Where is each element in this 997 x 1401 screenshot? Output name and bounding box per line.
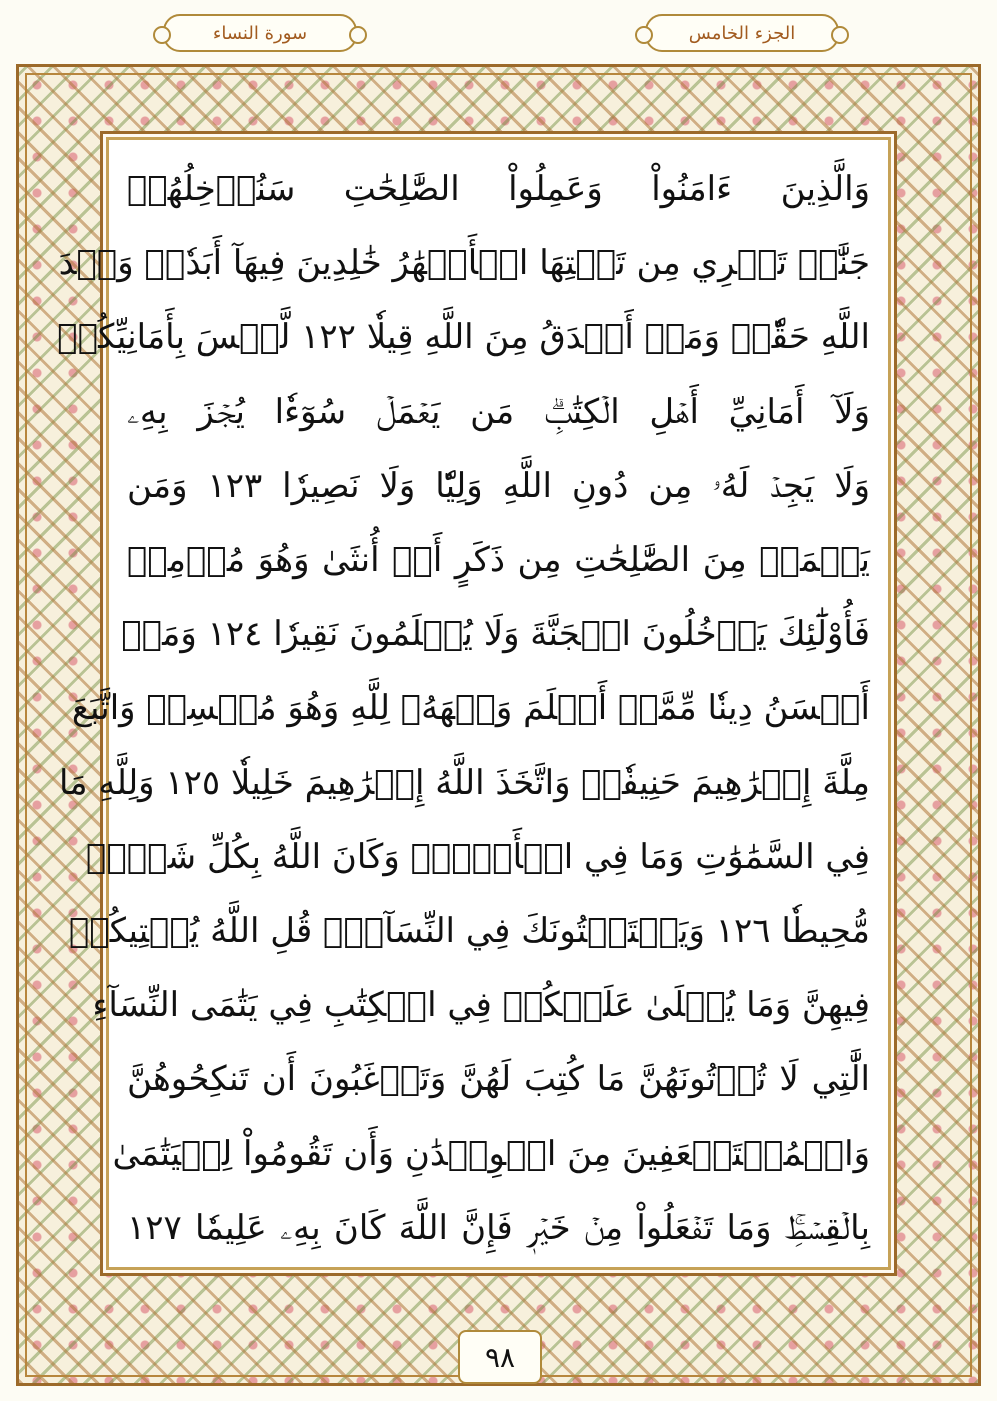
verse-line: فَأُوْلَٰٓئِكَ يَدۡخُلُونَ الۡجَنَّةَ وَلَا يُظۡلَمُونَ نَقِيرٗا ١٢٤ وَمَنۡ bbox=[121, 614, 870, 655]
verse-line: فِي السَّمَٰوَٰتِ وَمَا فِي الۡأَرۡضِۚ وَكَانَ اللَّهُ بِكُلِّ شَيۡءٖ bbox=[86, 836, 870, 877]
juz-name-header: الجزء الخامس bbox=[645, 14, 839, 52]
verse-line: بِالۡقِسۡطِۚ وَمَا تَفۡعَلُواْ مِنۡ خَيۡرٖ فَإِنَّ اللَّهَ كَانَ بِهِۦ عَلِيمٗا ١٢٧ bbox=[127, 1207, 870, 1248]
verse-line: يَعۡمَلۡ مِنَ الصَّٰلِحَٰتِ مِن ذَكَرٍ أَوۡ أُنثَىٰ وَهُوَ مُؤۡمِنٞ bbox=[127, 540, 870, 581]
surah-name-header: سورة النساء bbox=[163, 14, 357, 52]
verse-line: جَنَّٰتٖ تَجۡرِي مِن تَحۡتِهَا الۡأَنۡهَٰرُ خَٰلِدِينَ فِيهَآ أَبَدٗاۖ وَعۡدَ bbox=[58, 243, 870, 284]
verse-line: أَحۡسَنُ دِينٗا مِّمَّنۡ أَسۡلَمَ وَجۡهَهُۥ لِلَّهِ وَهُوَ مُحۡسِنٞ وَاتَّبَعَ bbox=[71, 688, 870, 729]
verse-line: وَالَّذِينَ ءَامَنُواْ وَعَمِلُواْ الصَّٰلِحَٰتِ سَنُدۡخِلُهُمۡ bbox=[127, 169, 870, 209]
verse-line: اللَّهِ حَقّٗاۚ وَمَنۡ أَصۡدَقُ مِنَ اللَّهِ قِيلٗا ١٢٢ لَّيۡسَ بِأَمَانِيِّكُمۡ bbox=[57, 317, 870, 358]
verse-line: فِيهِنَّ وَمَا يُتۡلَىٰ عَلَيۡكُمۡ فِي الۡكِتَٰبِ فِي يَتَٰمَى النِّسَآءِ bbox=[92, 985, 870, 1026]
verse-line: وَلَا يَجِدۡ لَهُۥ مِن دُونِ اللَّهِ وَلِيّٗا وَلَا نَصِيرٗا ١٢٣ وَمَن bbox=[127, 465, 871, 506]
verse-line: مُّحِيطٗا ١٢٦ وَيَسۡتَفۡتُونَكَ فِي النِّسَآءِۖ قُلِ اللَّهُ يُفۡتِيكُمۡ bbox=[68, 911, 870, 952]
verse-lines bbox=[57, 160, 871, 1257]
verse-line: مِلَّةَ إِبۡرَٰهِيمَ حَنِيفٗاۗ وَاتَّخَذَ اللَّهُ إِبۡرَٰهِيمَ خَلِيلٗا ١٢٥ وَلِلَّهِ مَا bbox=[58, 762, 870, 803]
verse-line: وَالۡمُسۡتَضۡعَفِينَ مِنَ الۡوِلۡدَٰنِ وَأَن تَقُومُواْ لِلۡيَتَٰمَىٰ bbox=[112, 1133, 870, 1174]
text-panel bbox=[57, 137, 891, 1270]
page-number: ٩٨ bbox=[458, 1330, 542, 1384]
verse-line: وَلَآ أَمَانِيِّ أَهۡلِ الۡكِتَٰبِۗ مَن يَعۡمَلۡ سُوٓءٗا يُجۡزَ بِهِۦ bbox=[127, 391, 870, 432]
verse-line: الَّٰتِي لَا تُؤۡتُونَهُنَّ مَا كُتِبَ لَهُنَّ وَتَرۡغَبُونَ أَن تَنكِحُوهُنَّ bbox=[127, 1059, 870, 1100]
